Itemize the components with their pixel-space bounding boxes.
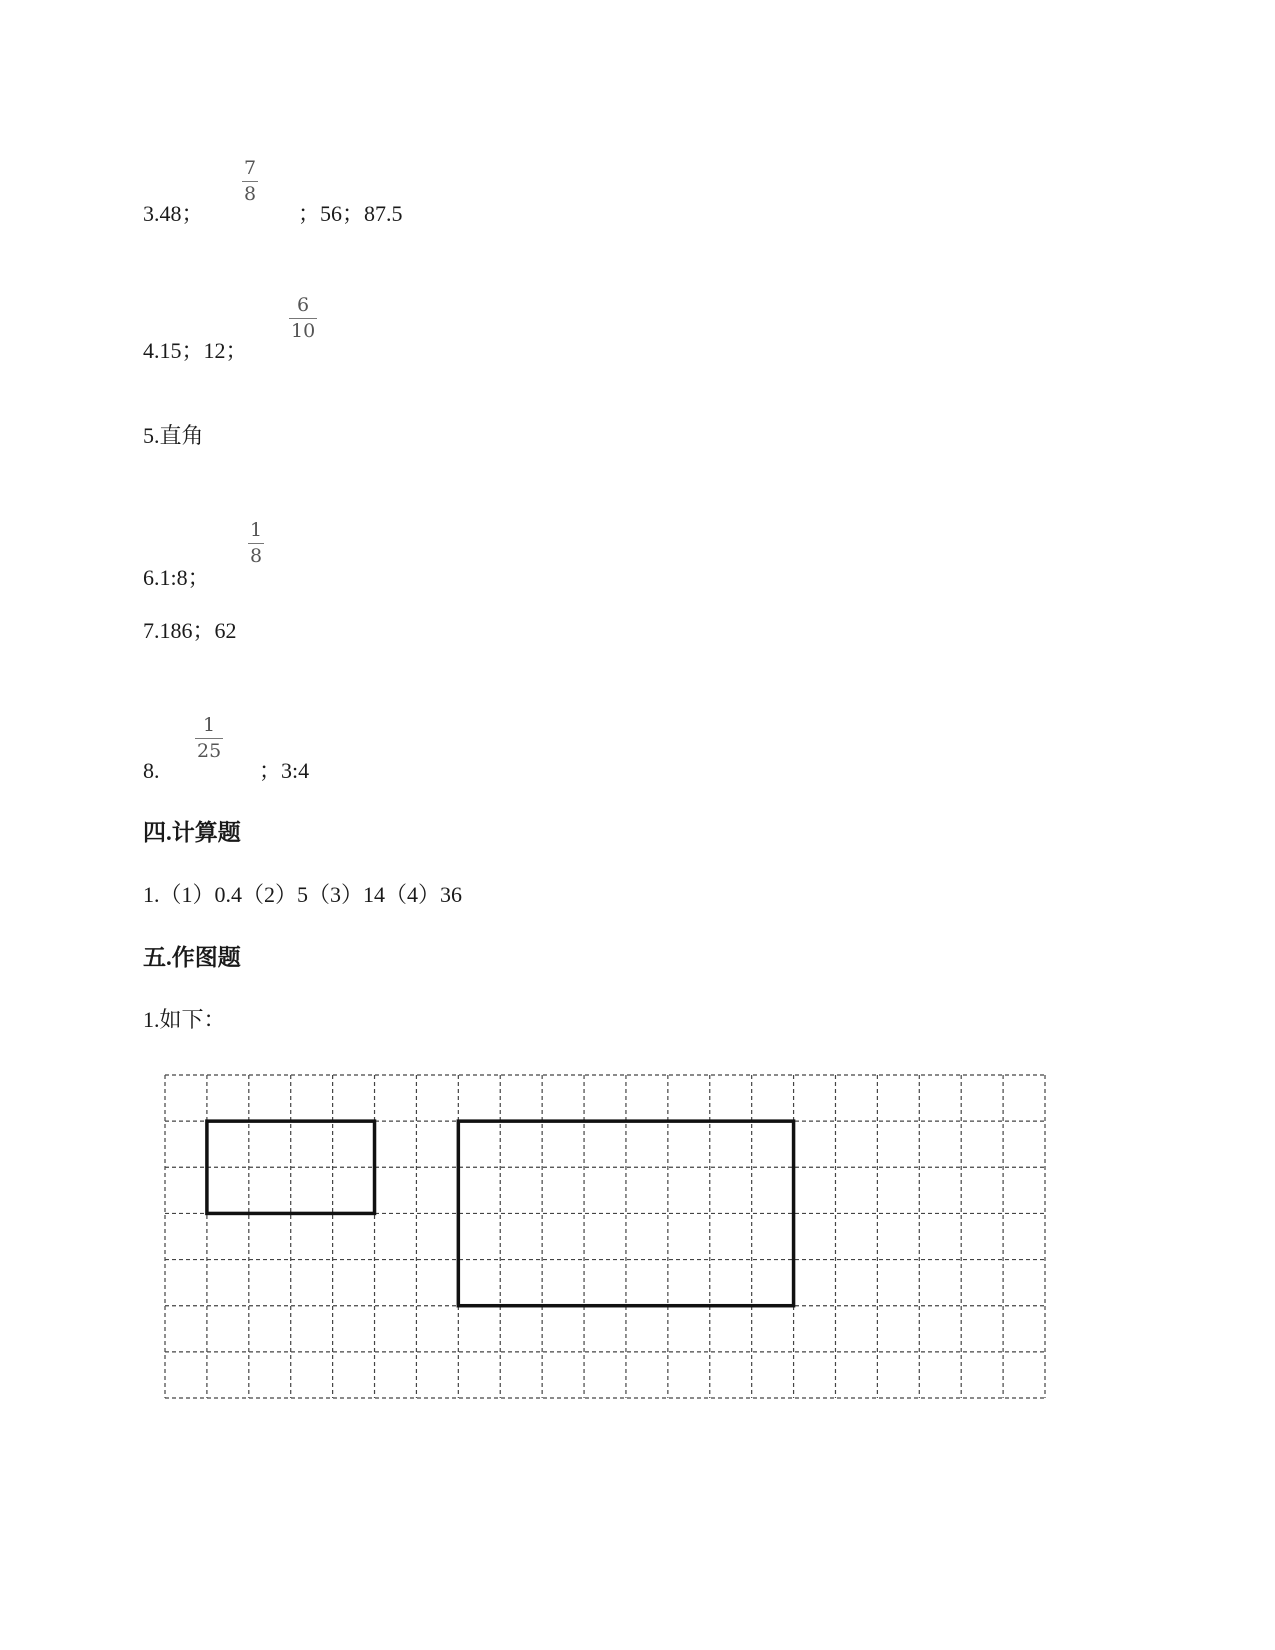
section-4-question-1: 1.（1）0.4（2）5（3）14（4）36 [143, 882, 463, 907]
fraction-denominator: 10 [291, 320, 316, 342]
answer-4-prefix: 4.15；12； [143, 338, 248, 363]
fraction-denominator: 8 [250, 545, 263, 567]
section-5-question-1: 1.如下： [143, 1007, 226, 1032]
answer-8-suffix: ；3:4 [259, 758, 310, 783]
section-5-heading: 五.作图题 [143, 945, 241, 970]
fraction-numerator: 1 [203, 714, 216, 736]
answer-3-suffix: ；56；87.5 [298, 201, 403, 226]
fraction-denominator: 25 [197, 740, 222, 762]
section-4-heading: 四.计算题 [143, 820, 241, 845]
answer-3-prefix: 3.48； [143, 201, 204, 226]
answer-8-prefix: 8. [143, 758, 160, 783]
fraction-numerator: 1 [250, 519, 263, 541]
answer-5: 5.直角 [143, 423, 204, 448]
fraction-numerator: 7 [244, 157, 257, 179]
answer-7: 7.186；62 [143, 618, 237, 643]
answer-6-prefix: 6.1:8； [143, 565, 210, 590]
fraction-denominator: 8 [244, 183, 257, 205]
fraction-numerator: 6 [297, 294, 310, 316]
